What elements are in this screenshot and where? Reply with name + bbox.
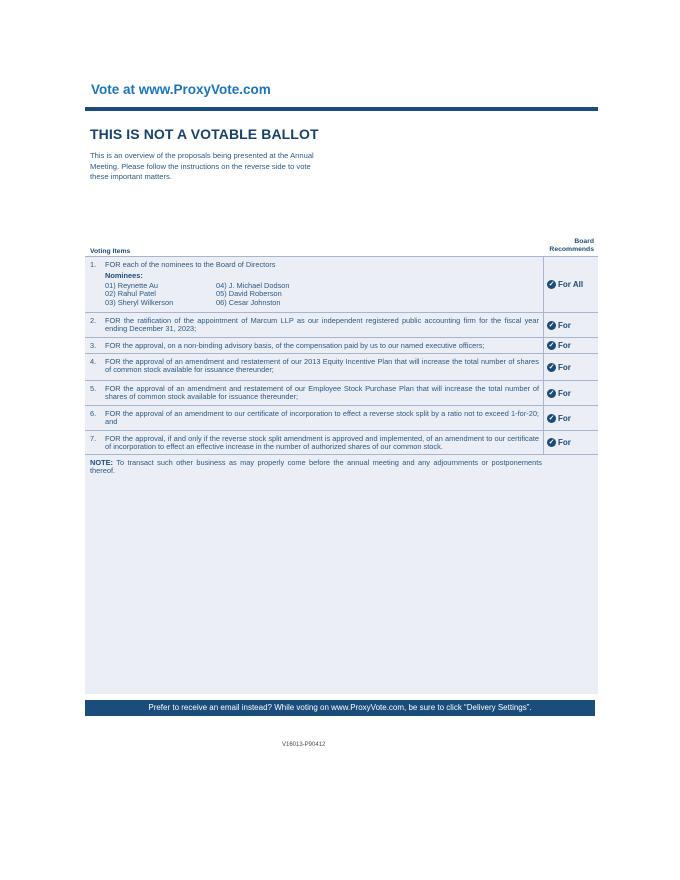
board-heading-line2: Recommends — [549, 246, 594, 253]
document-code: V16013-P90412 — [282, 742, 326, 748]
vote-link-header: Vote at www.ProxyVote.com — [91, 82, 271, 97]
proposal-2-row — [85, 312, 598, 337]
nominee: 05) David Roberson — [216, 289, 282, 299]
check-circle-icon: ✓ — [548, 281, 555, 288]
proposal-1-content — [85, 257, 544, 312]
page-title: THIS IS NOT A VOTABLE BALLOT — [90, 126, 319, 142]
proposal-number: 1. — [90, 260, 97, 269]
proposal-text: FOR the approval of an amendment to our certificate of incorporation to effect a reverse stock split by a ratio not to exceed 1-for-20; and — [105, 409, 539, 427]
recommendation-label: For — [558, 438, 571, 447]
recommendation-label: For — [558, 413, 571, 423]
check-circle-icon: ✓ — [548, 439, 555, 446]
recommendation-label: For All — [558, 280, 584, 289]
voting-table-header — [85, 238, 598, 256]
recommendation-label: For — [558, 362, 571, 372]
proposal-text: FOR the approval of an amendment and restatement of our 2013 Equity Incentive Plan that will increase the total number of shares of common stock available for issuance thereunder; — [105, 357, 539, 375]
board-recommendation — [544, 431, 598, 454]
check-circle-icon: ✓ — [548, 363, 555, 371]
recommendation-label: For — [558, 388, 571, 398]
proposal-number: 5. — [90, 384, 97, 393]
nominee: 06) Cesar Johnston — [216, 298, 281, 307]
proposal-text: FOR the ratification of the appointment of Marcum LLP as our independent registered public accounting firm for the fiscal year ending December 31, 2023; — [105, 316, 539, 334]
email-delivery-banner: Prefer to receive an email instead? While voting on www.ProxyVote.com, be sure to click “Delivery Settings”. — [85, 700, 595, 716]
proposal-text: FOR the approval, on a non-binding advisory basis, of the compensation paid by us to our named executive officers; — [105, 341, 485, 350]
check-circle-icon: ✓ — [548, 321, 555, 329]
board-recommendation — [544, 338, 598, 353]
proposal-1-row — [85, 256, 598, 312]
proposal-number: 7. — [90, 434, 97, 443]
proposal-6-row — [85, 405, 598, 430]
board-recommendation — [544, 354, 598, 380]
check-circle-icon: ✓ — [548, 389, 555, 397]
nominee: 04) J. Michael Dodson — [216, 280, 290, 290]
recommendation-label: For — [558, 320, 571, 330]
proposal-number: 4. — [90, 357, 97, 366]
board-recommendation — [544, 406, 598, 430]
proposal-text: FOR each of the nominees to the Board of Directors — [105, 260, 276, 269]
intro-text: This is an overview of the proposals being presented at the Annual Meeting. Please follow the instructions on the reverse side to vote these important matters. — [90, 151, 314, 182]
nominees-label: Nominees: — [105, 271, 143, 281]
blank-panel — [85, 476, 598, 694]
proposal-number: 2. — [90, 316, 97, 325]
recommendation-label: For — [558, 341, 571, 350]
proposal-number: 3. — [90, 341, 97, 350]
board-recommendation — [544, 313, 598, 337]
proposal-text: FOR the approval, if and only if the reverse stock split amendment is approved and implemented, of an amendment to our certificate of incorporation to effect an effective increase in the number of authorized shares of our common stock. — [105, 434, 539, 452]
voting-items-heading: Voting Items — [90, 248, 131, 255]
board-recommendation — [544, 381, 598, 405]
proposal-7-row — [85, 430, 598, 454]
header-divider — [85, 107, 598, 111]
note-text: To transact such other business as may properly come before the annual meeting and any adjournments or postponements thereof. — [90, 458, 542, 476]
board-recommendation — [544, 257, 598, 312]
nominee: 02) Rahul Patel — [105, 289, 156, 299]
nominee: 03) Sheryl Wilkerson — [105, 298, 174, 307]
check-circle-icon: ✓ — [548, 414, 555, 422]
proposal-number: 6. — [90, 409, 97, 418]
board-heading-line1: Board — [574, 238, 594, 245]
proposal-text: FOR the approval of an amendment and restatement of our Employee Stock Purchase Plan that will increase the total number of shares of common stock available for issuance thereunder; — [105, 384, 539, 402]
board-recommends-heading — [534, 238, 594, 254]
nominee: 01) Reynette Au — [105, 280, 159, 290]
note-label: NOTE: — [90, 458, 113, 467]
proposal-4-row — [85, 353, 598, 380]
voting-items-table — [85, 256, 598, 481]
check-circle-icon: ✓ — [548, 342, 555, 349]
proposal-3-row — [85, 337, 598, 353]
nominees-list — [105, 282, 539, 308]
proposal-5-row — [85, 380, 598, 405]
